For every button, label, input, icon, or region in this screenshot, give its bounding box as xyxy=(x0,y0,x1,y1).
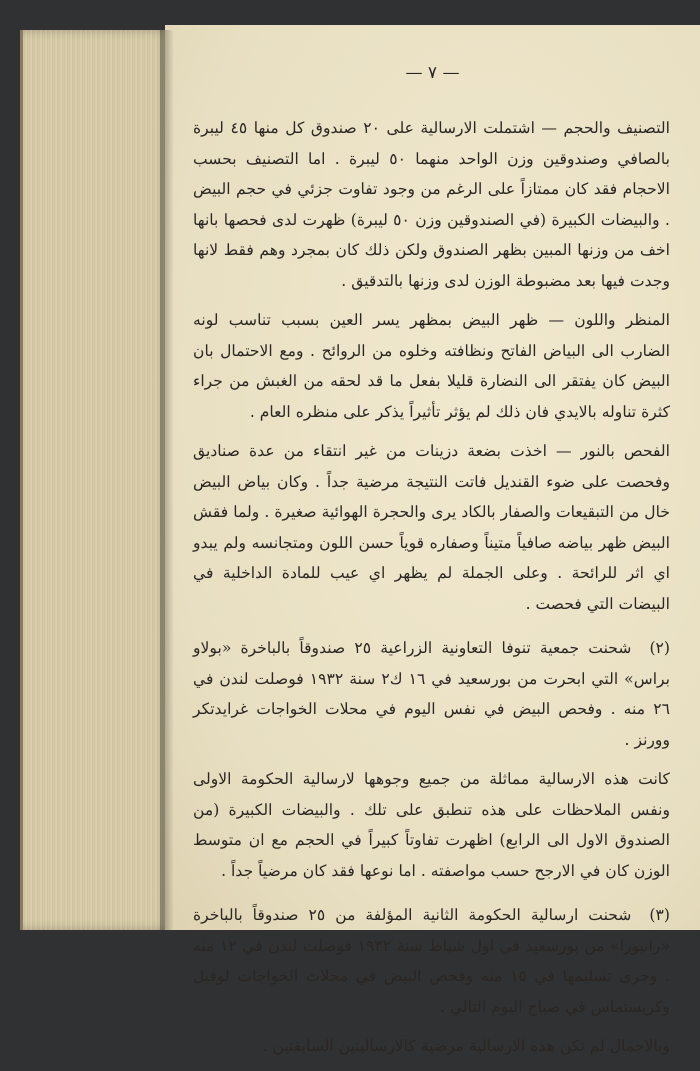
page-number: — ٧ — xyxy=(405,63,460,83)
paragraph-appearance xyxy=(193,305,670,427)
paragraph-summary xyxy=(193,1031,670,1062)
paragraph-body: ظهر البيض بمظهر يسر العين بسبب تناسب لونه الضارب الى البياض الفاتح ونظافته وخلوه من الروائح . ومع الاحتمال بان البيض كان يفتقر الى النضارة قليلا بفعل ما قد لحقه من الغبش من جراء كثرة تناوله بالايدي فان ذلك لم يؤثر تأثيراً يذكر على منظره العام . xyxy=(193,311,670,421)
paragraph-body: اخذت بضعة دزينات من غير انتقاء من عدة صناديق وفحصت على ضوء القنديل فاتت النتيجة مرضية جداً . وكان بياض البيض خال من التبقيعات والصفار بالكاد يرى والحجرة الهوائية صغيرة . ولما فقش البيض ظهر بياضه صافياً متيناً وصفاره قوياً حسن اللون ومتجانسه ولم يبدو اي اثر للرائحة . وعلى الجملة لم يظهر اي عيب للمادة الداخلية في البيضات التي فحصت . xyxy=(193,442,670,613)
page-text xyxy=(193,113,670,1071)
paragraph-shipment-3 xyxy=(193,900,670,1022)
item-number: (٢) xyxy=(649,639,671,657)
book-page xyxy=(165,25,700,1055)
paragraph-body: شحنت ارسالية الحكومة الثانية المؤلفة من ٢٥ صندوقاً بالباخرة «رانبورا» من بورسعيد في اول شباط سنة ١٩٣٢ فوصلت لندن في ١٢ منه . وجرى تسليمها في ١٥ منه وفحص البيض في محلات الخواجات لوفيل وكريستماس في صباح اليوم التالي . xyxy=(193,906,670,1016)
paragraph-heading: المنظر واللون — xyxy=(548,311,670,329)
paragraph-body: اشتملت الارسالية على ٢٠ صندوق كل منها ٤٥ ليبرة بالصافي وصندوقين وزن الواحد منهما ٥٠ ليبرة . اما التصنيف بحسب الاحجام فقد كان ممتازاً على الرغم من وجود تفاوت جزئي في حجم البيض . والبيضات الكبيرة (في الصندوقين وزن ٥٠ ليبرة) ظهرت لدى فحصها بانها اخف من وزنها المبين بظهر الصندوق ولكن ذلك كان بمجرد وهم فقط لانها وجدت فيها بعد مضبوطة الوزن لدى وزنها بالتدقيق . xyxy=(193,119,670,290)
paragraph-shipment-2 xyxy=(193,633,670,755)
paragraph-heading: الفحص بالنور — xyxy=(556,442,670,460)
paragraph-grading xyxy=(193,113,670,296)
page-edges xyxy=(20,30,171,930)
paragraph-heading: التصنيف والحجم — xyxy=(541,119,670,137)
paragraph-body: وبالاجمال لم تكن هذه الارسالية مرضية كالارساليتين السابقتين . xyxy=(262,1037,670,1055)
item-number: (٣) xyxy=(649,906,670,924)
paragraph-candling xyxy=(193,436,670,619)
paragraph-comparison xyxy=(193,764,670,886)
open-book xyxy=(10,20,700,1055)
paragraph-body: كانت هذه الارسالية مماثلة من جميع وجوهها لارسالية الحكومة الاولى ونفس الملاحظات على هذه تنطبق على تلك . والبيضات الكبيرة (من الصندوق الاول الى الرابع) اظهرت تفاوتاً كبيراً في الحجم مع ان متوسط الوزن كان في الارجح حسب مواصفته . اما نوعها فقد كان مرضياً جداً . xyxy=(193,770,670,880)
paragraph-body: شحنت جمعية تنوفا التعاونية الزراعية ٢٥ صندوقاً بالباخرة «بولاو براس» التي ابحرت من بورسعيد في ١٦ ك٢ سنة ١٩٣٢ فوصلت لندن في ٢٦ منه . وفحص البيض في نفس اليوم في محلات الخواجات غرايدتكر وورنز . xyxy=(193,639,671,749)
spine-shadow xyxy=(160,30,174,930)
